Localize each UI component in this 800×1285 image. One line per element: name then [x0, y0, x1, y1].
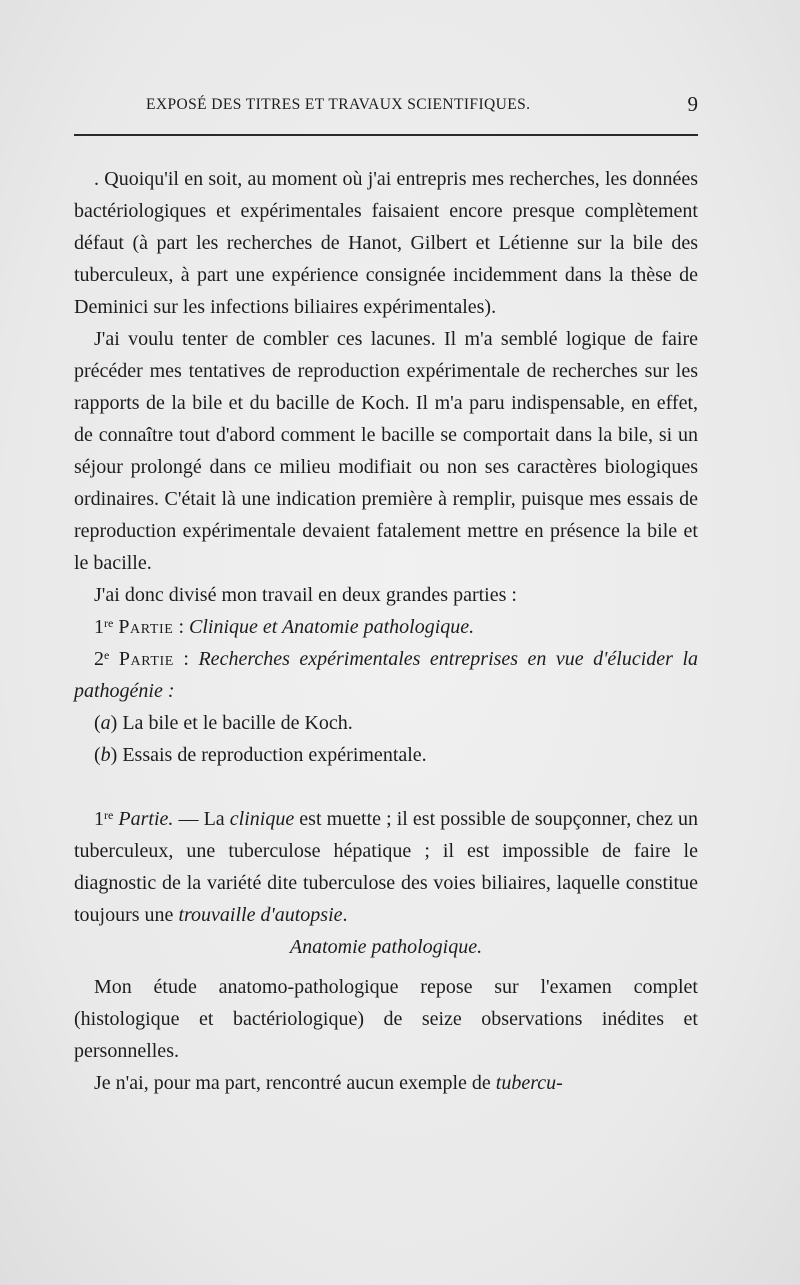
list-item-b-marker: b — [100, 744, 111, 766]
running-head: EXPOSÉ DES TITRES ET TRAVAUX SCIENTIFIQUES. — [146, 96, 531, 113]
part-2-ordinal: e — [104, 648, 110, 662]
part-2-number: 2 — [94, 648, 104, 670]
paragraph-3: J'ai donc divisé mon travail en deux grandes parties : — [94, 584, 517, 606]
page-number: 9 — [687, 92, 698, 116]
p4-number: 1 — [94, 808, 104, 830]
p4-dash: — La — [173, 808, 230, 830]
part-2-line — [74, 643, 698, 707]
list-item-a-text: La bile et le bacille de Koch. — [117, 712, 353, 734]
paragraph-1: . Quoiqu'il en soit, au moment où j'ai entrepris mes recherches, les données bactériologiques et expérimentales faisaient encore presque complètement défaut (à part les recherches de Hanot, Gilbert et Létienne sur la bile des tuberculeux, à part une expérience consignée incidemment dans la thèse de Deminici sur les infections biliaires expérimentales). — [74, 168, 698, 318]
part-2-title: Recherches expérimentales entreprises en vue d'élucider la pathogénie : — [74, 648, 699, 702]
list-item-a-marker: a — [100, 712, 111, 734]
part-1-ordinal: re — [104, 616, 114, 630]
p4-trouvaille: trouvaille d'autopsie — [178, 904, 343, 926]
list-item-a: (a) La bile et le bacille de Koch. — [94, 712, 353, 734]
p4-ordinal: re — [104, 808, 114, 822]
part-1-title: Clinique et Anatomie pathologique. — [189, 616, 475, 638]
body-text — [74, 163, 698, 1099]
p6-text: Je n'ai, pour ma part, rencontré aucun exemple de — [94, 1072, 496, 1094]
part-2-separator: : — [173, 648, 199, 670]
p4-text: est muette ; il est possible de soupçonner, chez un tuberculeux, une tuberculose hépatique ; il est impossible de faire le diagnostic de la variété dite tuberculose des voies biliaires, laquelle constitue toujours une — [74, 808, 699, 926]
p4-label: Partie. — [118, 808, 174, 830]
part-2-label: Partie — [118, 648, 174, 670]
paragraph-5: Mon étude anatomo-pathologique repose sur l'examen complet (histologique et bactériologique) de seize observations inédites et personnelles. — [74, 976, 698, 1062]
paragraph-6 — [74, 1067, 698, 1099]
page-header — [146, 94, 698, 122]
list-item-b: (b) Essais de reproduction expérimentale. — [94, 744, 427, 766]
header-rule — [74, 134, 698, 136]
subheading: Anatomie pathologique. — [289, 936, 483, 958]
part-1-separator: : — [173, 616, 189, 638]
list-item-b-text: Essais de reproduction expérimentale. — [117, 744, 427, 766]
paragraph-2: J'ai voulu tenter de combler ces lacunes. Il m'a semblé logique de faire précéder mes tentatives de reproduction expérimentale de recherches sur les rapports de la bile et du bacille de Koch. Il m'a paru indispensable, en effet, de connaître tout d'abord comment le bacille se comportait dans la bile, si un séjour prolongé dans ce milieu modifiait ou non ses caractères biologiques ordinaires. C'était là une indication première à remplir, puisque mes essais de reproduction expérimentale devaient fatalement mettre en présence la bile et le bacille. — [74, 328, 698, 574]
p6-italic: tubercu- — [495, 1072, 563, 1094]
part-1-label: Partie — [118, 616, 174, 638]
part-1-line — [74, 611, 698, 643]
p4-clinique: clinique — [229, 808, 295, 830]
paragraph-4 — [74, 803, 698, 931]
part-1-number: 1 — [94, 616, 104, 638]
p4-end: . — [342, 904, 348, 926]
